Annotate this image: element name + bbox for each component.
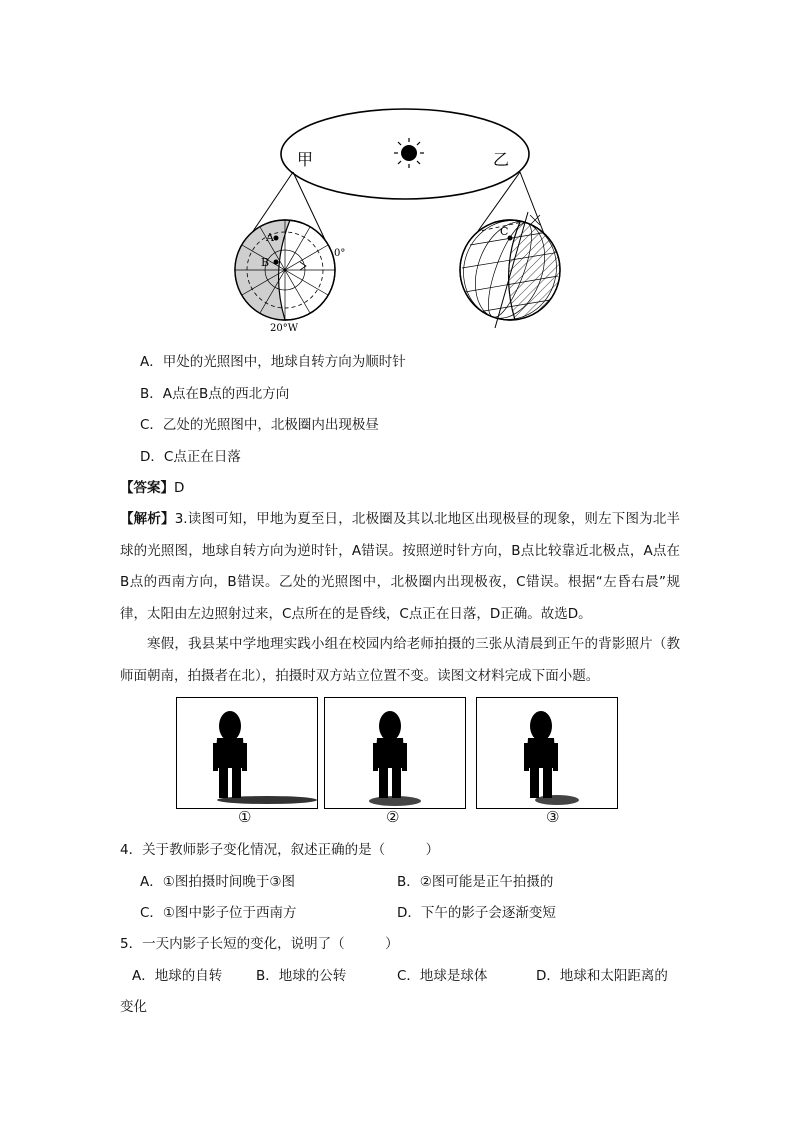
q5-option-b: B．地球的公转 — [256, 968, 347, 984]
q3-option-c: C．乙处的光照图中，北极圈内出现极昼 — [140, 417, 379, 433]
q4-stem: 4．关于教师影子变化情况，叙述正确的是（ ） — [120, 842, 440, 858]
q4-option-d: D．下午的影子会逐渐变短 — [397, 905, 556, 921]
analysis-tag: 【解析】 — [120, 511, 175, 527]
analysis-text: 3.读图可知，甲地为夏至日，北极圈及其以北地区出现极昼的现象，则左下图为北半球的光照图，地球自转方向为逆时针，A错误。按照逆时针方向，B点比较靠近北极点，A点在B点的西南方向，B错误。乙处的光照图中，北极圈内出现极夜，C错误。根据“左昏右晨”规律，太阳由左边照射过来，C点所在的是昏线，C点正在日落，D正确。故选D。 — [120, 511, 680, 622]
photo-1 — [176, 697, 318, 809]
q4-option-b: B．②图可能是正午拍摄的 — [397, 874, 554, 890]
q3-option-b: B．A点在B点的西北方向 — [140, 386, 290, 402]
label-yi: 乙 — [493, 150, 510, 169]
photo-3 — [476, 697, 618, 809]
photo-2 — [324, 697, 466, 809]
q5-option-d: D．地球和太阳距离的 — [536, 968, 668, 984]
q5-option-a: A．地球的自转 — [132, 968, 223, 984]
q5-option-c: C．地球是球体 — [397, 968, 488, 984]
passage-paragraph: 寒假，我县某中学地理实践小组在校园内给老师拍摄的三张从清晨到正午的背影照片（教师面朝南，拍摄者在北），拍摄时双方站立位置不变。读图文材料完成下面小题。 — [120, 636, 680, 684]
label-zero: 0° — [334, 248, 346, 259]
photo-caption-1: ① — [238, 808, 252, 826]
sun-icon — [394, 138, 424, 168]
teacher-silhouette-1 — [177, 698, 317, 808]
right-globe — [450, 207, 571, 332]
answer-line — [120, 478, 184, 498]
photo-caption-2: ② — [386, 808, 400, 826]
teacher-silhouette-3 — [477, 698, 617, 808]
left-globe — [230, 220, 335, 320]
label-20w: 20°W — [270, 323, 299, 334]
teacher-silhouette-2 — [325, 698, 465, 808]
label-jia: 甲 — [297, 150, 314, 169]
label-a: A — [266, 231, 274, 244]
analysis-paragraph — [120, 504, 680, 630]
orbit-diagram — [0, 0, 794, 340]
q3-option-a: A．甲处的光照图中，地球自转方向为顺时针 — [140, 354, 406, 370]
answer-tag: 【答案】 — [120, 480, 174, 496]
q5-stem: 5．一天内影子长短的变化，说明了（ ） — [120, 936, 399, 952]
label-b: B — [261, 256, 270, 269]
q4-option-a: A．①图拍摄时间晚于③图 — [140, 874, 295, 890]
label-c: C — [500, 225, 509, 238]
q5-option-d-cont: 变化 — [120, 999, 147, 1015]
answer-value: D — [174, 480, 185, 496]
photo-caption-3: ③ — [546, 808, 560, 826]
q4-option-c: C．①图中影子位于西南方 — [140, 905, 297, 921]
q3-option-d: D．C点正在日落 — [140, 449, 241, 465]
